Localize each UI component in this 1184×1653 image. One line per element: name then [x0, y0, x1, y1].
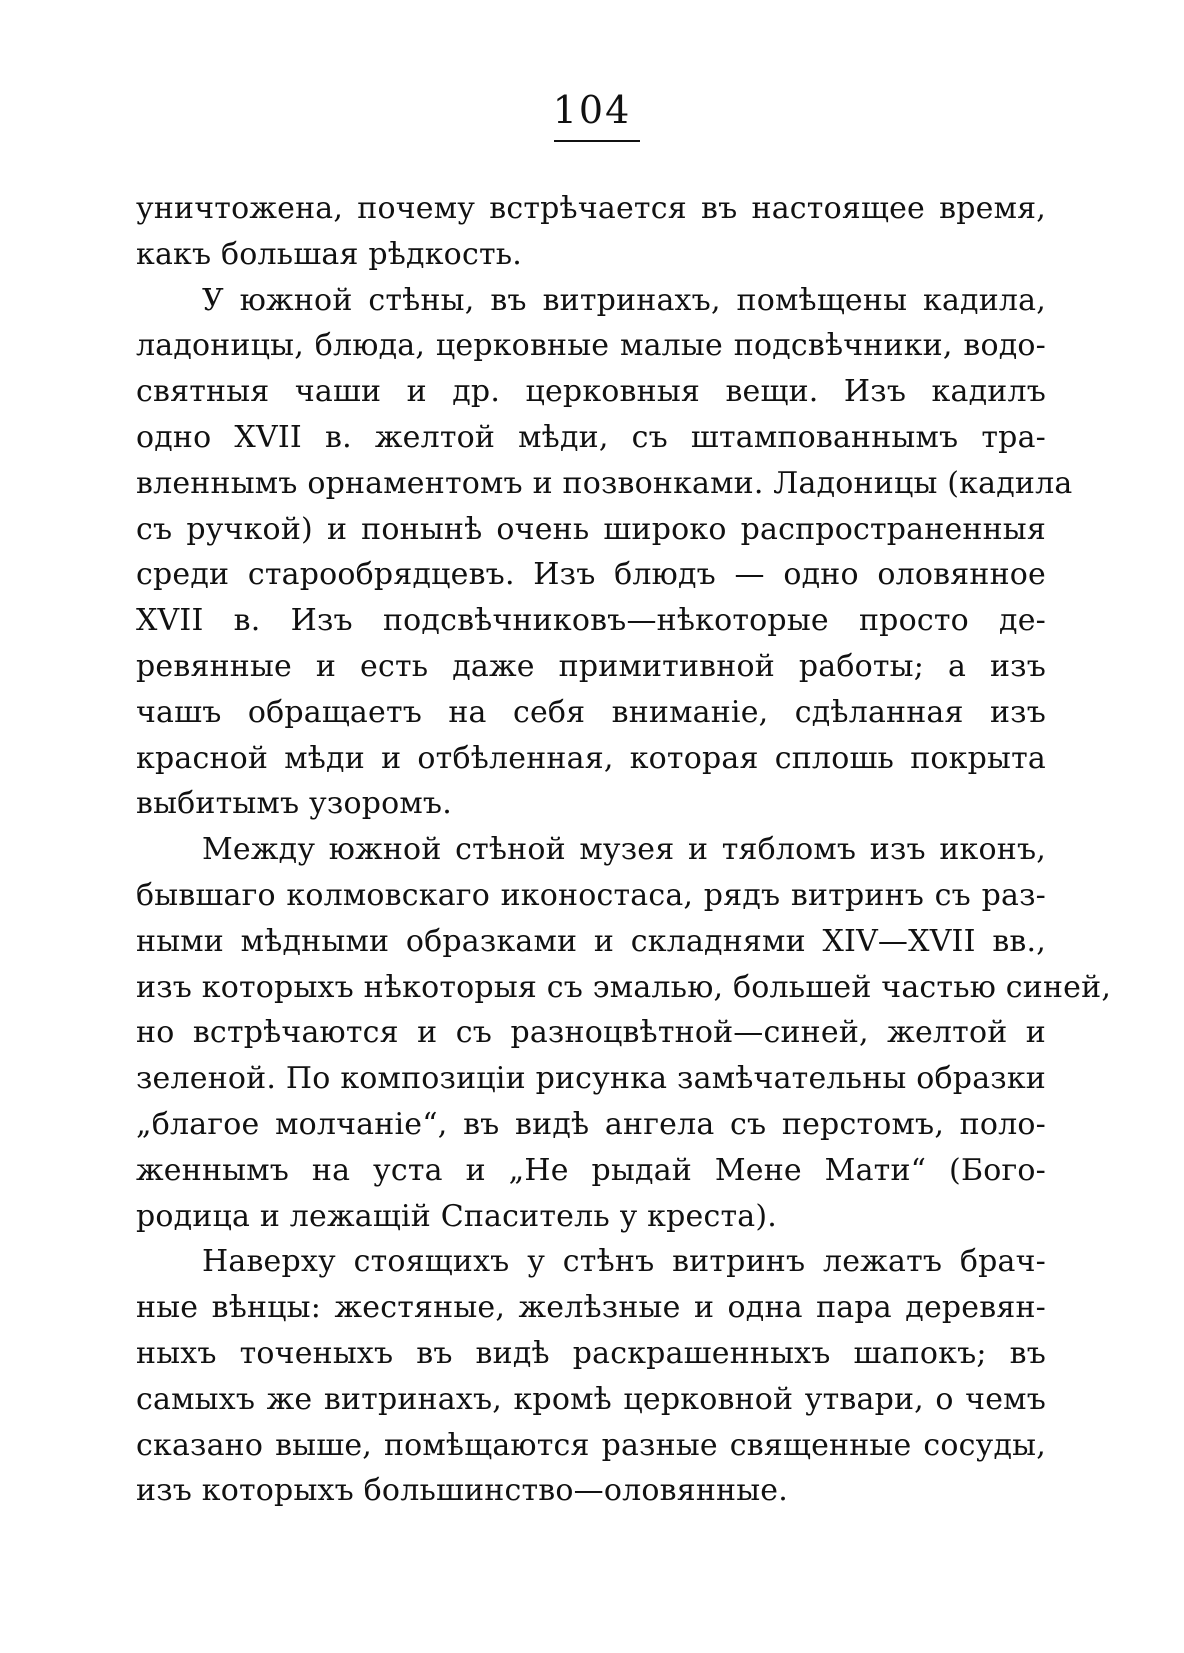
- page-number-underline: [554, 140, 640, 142]
- text-line: съ ручкой) и понынѣ очень широко распространенныя: [136, 511, 1046, 547]
- text-line: чашъ обращаетъ на себя вниманіе, сдѣланная изъ: [136, 694, 1046, 730]
- text-line: уничтожена, почему встрѣчается въ настоящее время,: [136, 191, 1046, 226]
- text-line: сказано выше, помѣщаются разные священные сосуды,: [136, 1427, 1046, 1463]
- text-line: ные вѣнцы: жестяные, желѣзные и одна пара деревян-: [136, 1290, 1046, 1326]
- text-line: „благое молчаніе“, въ видѣ ангела съ перстомъ, поло-: [136, 1106, 1046, 1142]
- text-line: бывшаго колмовскаго иконостаса, рядъ витринъ съ раз-: [136, 877, 1046, 913]
- text-line: какъ большая рѣдкость.: [136, 236, 523, 272]
- text-line: святныя чаши и др. церковныя вещи. Изъ кадилъ: [136, 374, 1046, 410]
- text-line: вленнымъ орнаментомъ и позвонками. Ладоницы (кадила: [136, 465, 1073, 501]
- text-line: XVII в. Изъ подсвѣчниковъ—нѣкоторые просто де-: [136, 603, 1046, 639]
- text-line: ревянные и есть даже примитивной работы; а изъ: [136, 648, 1046, 684]
- text-line: У южной стѣны, въ витринахъ, помѣщены кадила,: [202, 282, 1046, 318]
- text-line: ладоницы, блюда, церковные малые подсвѣчники, водо-: [136, 328, 1046, 364]
- text-line: среди старообрядцевъ. Изъ блюдъ — одно оловянное: [136, 557, 1046, 593]
- text-line: самыхъ же витринахъ, кромѣ церковной утвари, о чемъ: [136, 1381, 1046, 1417]
- text-line: Между южной стѣной музея и тябломъ изъ иконъ,: [202, 832, 1046, 868]
- text-line: зеленой. По композиціи рисунка замѣчательны образки: [136, 1061, 1046, 1097]
- text-line: но встрѣчаются и съ разноцвѣтной—синей, желтой и: [136, 1015, 1046, 1051]
- text-line: женнымъ на уста и „Не рыдай Мене Мати“ (Бого-: [136, 1152, 1046, 1188]
- text-line: изъ которыхъ большинство—оловянные.: [136, 1473, 788, 1509]
- text-line: изъ которыхъ нѣкоторыя съ эмалью, большей частью синей,: [136, 969, 1112, 1005]
- text-line: красной мѣди и отбѣленная, которая сплошь покрыта: [136, 740, 1046, 776]
- text-line: Наверху стоящихъ у стѣнъ витринъ лежатъ брач-: [202, 1244, 1046, 1280]
- text-line: ныхъ точеныхъ въ видѣ раскрашенныхъ шапокъ; въ: [136, 1335, 1046, 1371]
- text-line: ными мѣдными образками и складнями XIV—XVII вв.,: [136, 923, 1046, 959]
- text-line: одно XVII в. желтой мѣди, съ штампованнымъ тра-: [136, 419, 1046, 455]
- text-line: родица и лежащій Спаситель у креста).: [136, 1198, 778, 1234]
- text-line: выбитымъ узоромъ.: [136, 786, 452, 822]
- body-text: [136, 186, 1112, 1514]
- page-number: 104: [552, 88, 632, 132]
